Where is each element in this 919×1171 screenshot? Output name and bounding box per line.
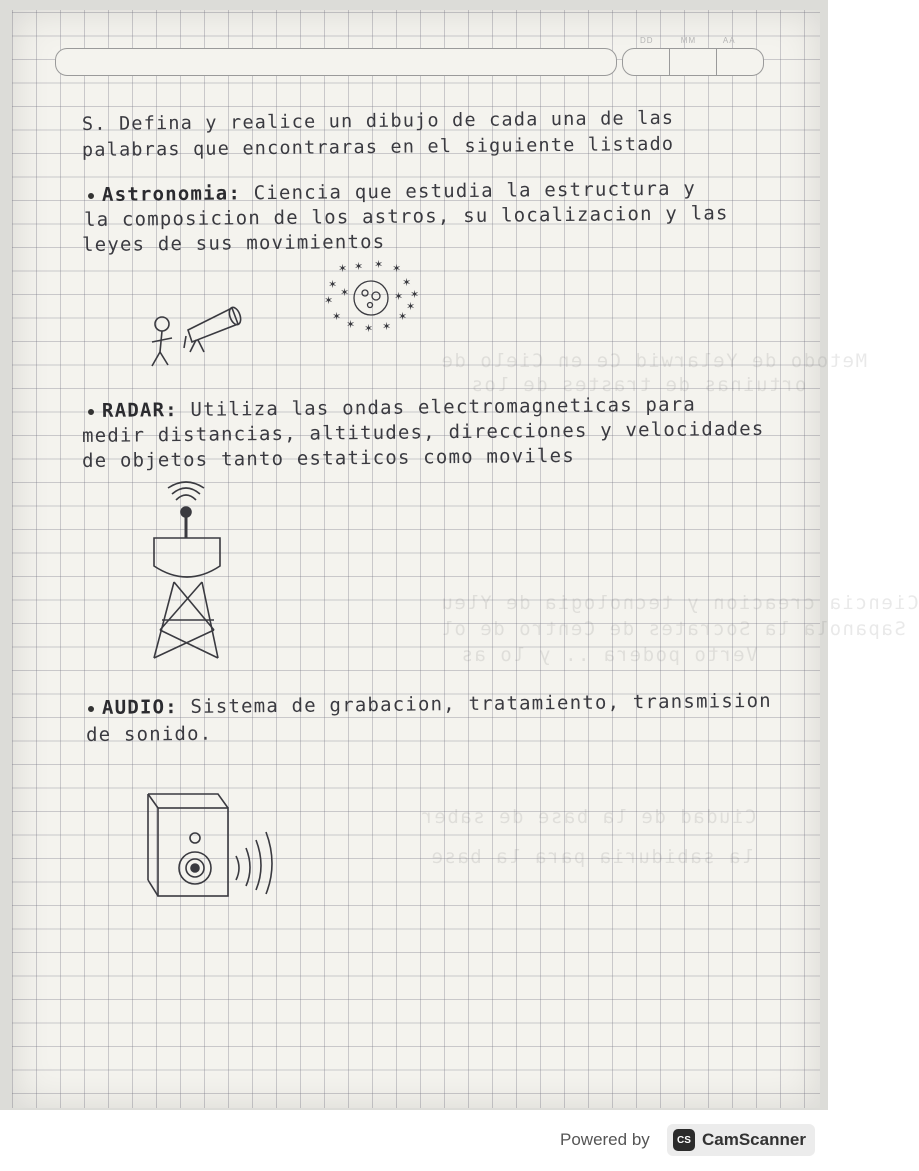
camscanner-logo xyxy=(667,1124,815,1156)
radar-antenna-icon xyxy=(168,482,204,538)
radar-definition-start: Utiliza las ondas electromagneticas para xyxy=(177,393,697,422)
header-date-labels xyxy=(640,36,760,45)
radar-line-2: medir distancias, altitudes, direcciones y velocidades xyxy=(81,417,765,447)
header-label-year: AA xyxy=(722,36,736,45)
svg-text:✶: ✶ xyxy=(354,260,364,273)
telescope-icon xyxy=(184,306,243,352)
speaker-icon xyxy=(148,794,228,896)
moon-with-stars-icon xyxy=(324,258,419,335)
header-date-box xyxy=(622,48,764,76)
bullet-icon xyxy=(88,408,94,414)
ghost-text: Ciudad de la base de saber xyxy=(420,806,757,828)
audio-definition-start: Sistema de grabacion, tratamiento, transmision xyxy=(177,689,772,719)
svg-text:✶: ✶ xyxy=(394,290,404,303)
svg-text:✶: ✶ xyxy=(398,310,408,323)
astronomy-line-3: leyes de sus movimientos xyxy=(81,230,386,256)
moon-drawing xyxy=(318,258,424,338)
radar-tower-icon xyxy=(154,538,220,658)
svg-text:✶: ✶ xyxy=(410,288,420,301)
ghost-text: ortuinas de trastes de los xyxy=(470,374,807,396)
astronomy-line-2: la composicion de los astros, su localizacion y las xyxy=(83,202,729,231)
ghost-text: Ciencia creacion y tecnologia de Yleu xyxy=(440,592,919,614)
bullet-icon xyxy=(88,192,94,198)
sound-waves-icon xyxy=(236,832,272,894)
powered-by-label: Powered by xyxy=(560,1130,650,1149)
camscanner-badge-icon: CS xyxy=(673,1129,695,1151)
ghost-text: Verto podera .. y lo as xyxy=(460,644,758,666)
header-label-month: MM xyxy=(680,36,697,45)
instruction-line-1: S. Defina y realice un dibujo de cada una de las xyxy=(81,107,675,135)
radar-line-3: de objetos tanto estaticos como moviles xyxy=(81,444,576,472)
svg-text:✶: ✶ xyxy=(340,286,350,299)
audio-drawing xyxy=(140,790,290,905)
svg-text:✶: ✶ xyxy=(328,278,338,291)
ghost-text: la sabiduria para la base xyxy=(430,846,754,868)
instruction-line-2: palabras que encontraras en el siguiente listado xyxy=(81,133,675,161)
header-label-day: DD xyxy=(640,36,654,45)
svg-text:✶: ✶ xyxy=(324,294,334,307)
ghost-text: Sapanola la Socrates de Centro de ol xyxy=(440,618,906,640)
svg-text:✶: ✶ xyxy=(402,276,412,289)
svg-text:✶: ✶ xyxy=(382,320,392,333)
camscanner-brand-name: CamScanner xyxy=(702,1130,806,1149)
svg-text:✶: ✶ xyxy=(374,258,384,271)
ghost-text: Metodo de Yelarwid Ce en Cielo de xyxy=(440,350,867,372)
svg-text:✶: ✶ xyxy=(338,262,348,275)
audio-line-2: de sonido. xyxy=(85,722,213,746)
radar-drawing xyxy=(140,480,240,670)
svg-text:✶: ✶ xyxy=(332,310,342,323)
audio-term: AUDIO: xyxy=(101,696,178,719)
bullet-icon xyxy=(88,705,94,711)
svg-text:✶: ✶ xyxy=(392,262,402,275)
astronomy-definition-start: Ciencia que estudia la estructura y xyxy=(240,177,697,205)
astronomy-term: Astronomia: xyxy=(101,182,242,206)
header-title-box xyxy=(55,48,617,76)
svg-text:✶: ✶ xyxy=(346,318,356,331)
svg-text:✶: ✶ xyxy=(406,300,416,313)
astronomy-drawing xyxy=(140,290,260,370)
svg-text:✶: ✶ xyxy=(364,322,374,335)
radar-term: RADAR: xyxy=(101,399,178,422)
notebook-page xyxy=(12,10,820,1108)
stick-figure-icon xyxy=(152,317,172,366)
